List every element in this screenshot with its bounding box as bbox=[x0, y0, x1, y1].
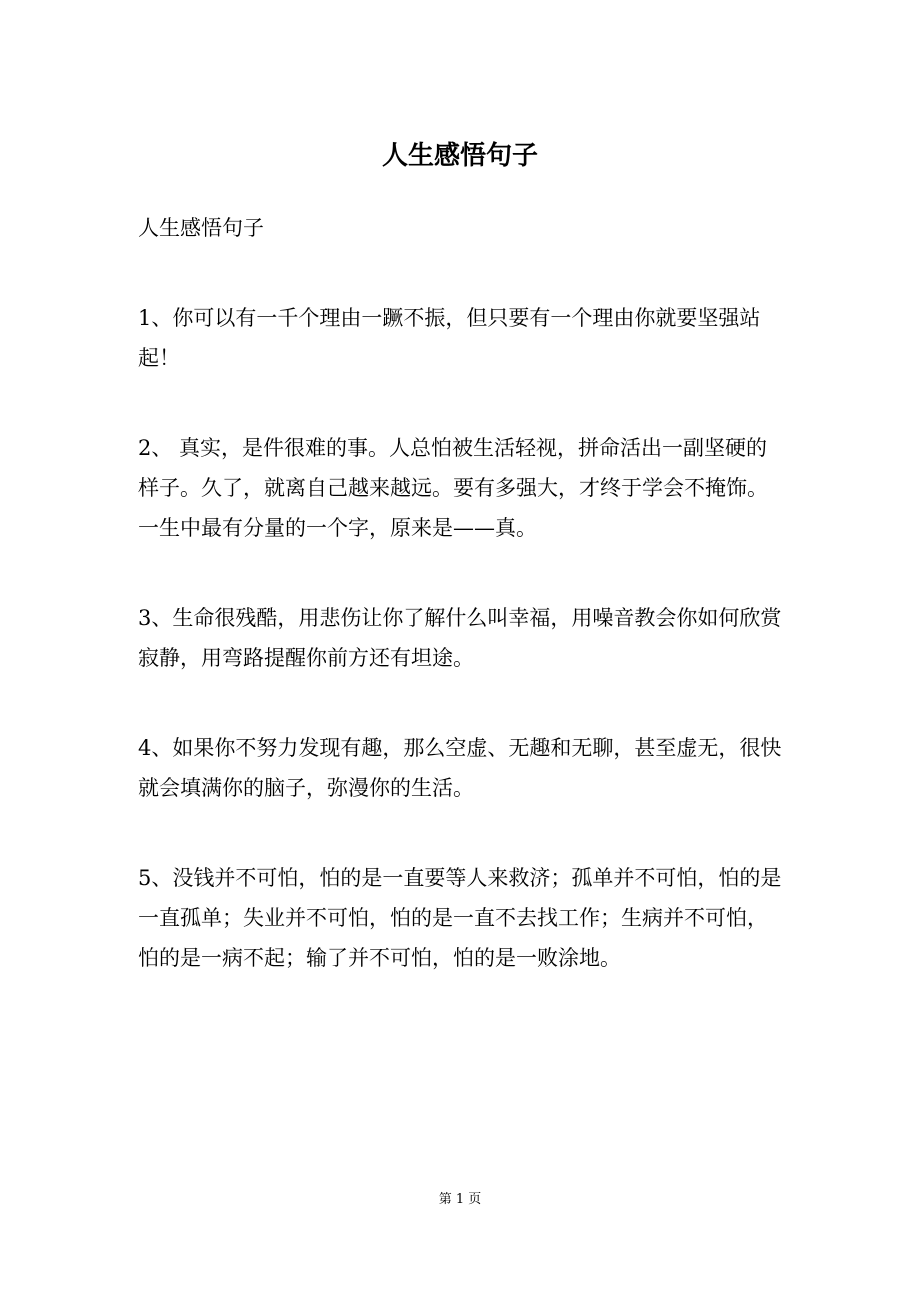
page-number-footer: 第 1 页 bbox=[438, 1192, 482, 1207]
document-body bbox=[138, 208, 788, 1028]
section-heading: 人生感悟句子 bbox=[138, 216, 264, 240]
paragraph-5: 5、没钱并不可怕，怕的是一直要等人来救济；孤单并不可怕，怕的是一直孤单；失业并不可怕，怕的是一直不去找工作；生病并不可怕，怕的是一病不起；输了并不可怕，怕的是一败涂地。 bbox=[138, 866, 782, 970]
page-title: 人生感悟句子 bbox=[381, 141, 538, 171]
paragraph-3: 3、生命很残酷，用悲伤让你了解什么叫幸福，用噪音教会你如何欣赏寂静，用弯路提醒你前方还有坦途。 bbox=[138, 606, 782, 670]
paragraph-4: 4、如果你不努力发现有趣，那么空虚、无趣和无聊，甚至虚无，很快就会填满你的脑子，弥漫你的生活。 bbox=[138, 736, 782, 800]
paragraph-1: 1、你可以有一千个理由一蹶不振，但只要有一个理由你就要坚强站起！ bbox=[138, 306, 761, 370]
paragraph-2: 2、 真实，是件很难的事。人总怕被生活轻视，拼命活出一副坚硬的样子。久了，就离自己越来越远。要有多强大，才终于学会不掩饰。一生中最有分量的一个字，原来是——真。 bbox=[138, 436, 768, 540]
